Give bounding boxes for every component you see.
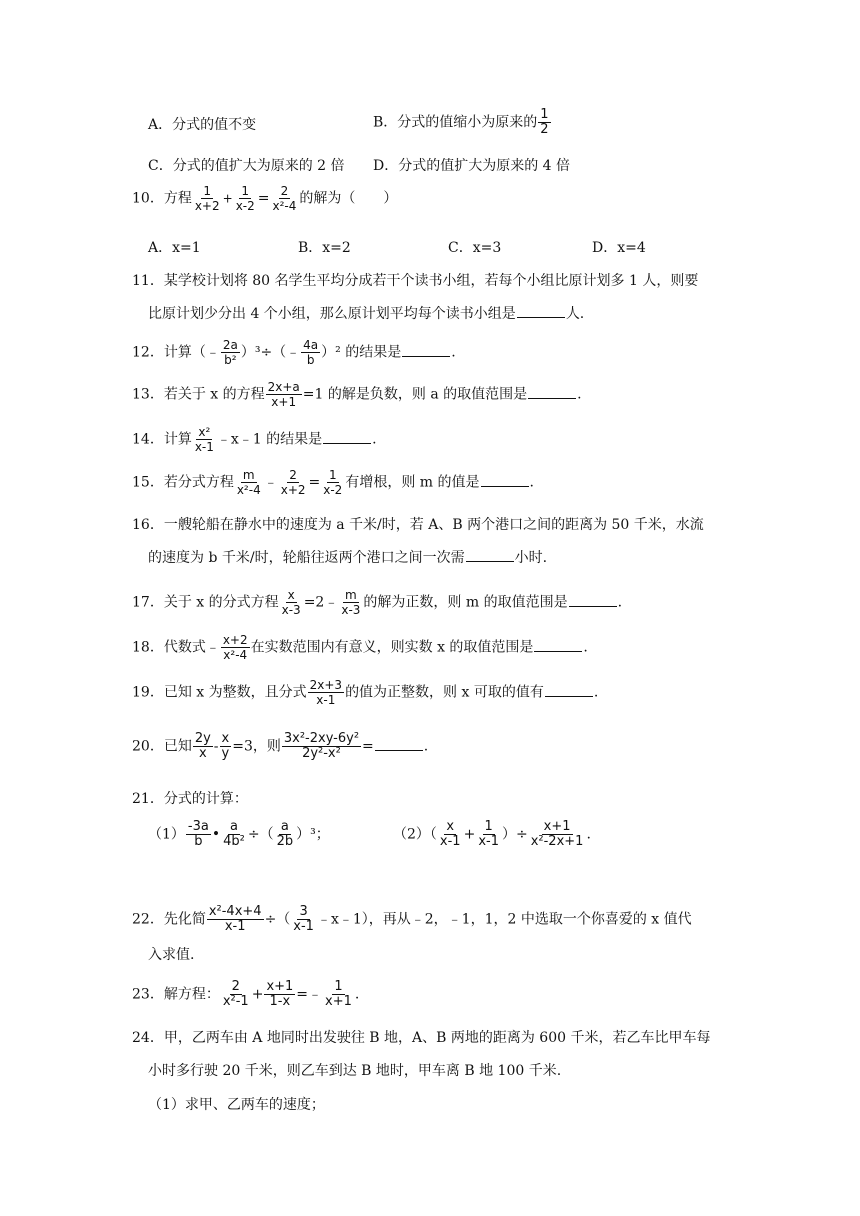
q10-option-c: C．x=3 [448, 240, 502, 256]
question-11-line-2: 比原计划少分出 4 个小组，那么原计划平均每个读书小组是 人. [148, 306, 585, 322]
answer-blank[interactable] [375, 738, 423, 751]
question-13: 13．若关于 x 的方程 $\frac{2x+a}{x+1}$ =1 的解是负数，则 a 的取值范围是 . [132, 380, 582, 409]
q9-option-b: B．分式的值缩小为原来的 $\frac{1}{2}$ [373, 107, 549, 137]
fraction: $\frac{\text{x²-4x+4}}{x-1}$ [208, 904, 262, 934]
answer-blank[interactable] [323, 431, 371, 444]
question-24-part-1: （1）求甲、乙两车的速度； [148, 1097, 325, 1113]
fraction: $\frac{2y}{x}$ [194, 731, 211, 761]
q9-option-a: A．分式的值不变 [148, 117, 257, 133]
fraction: $\frac{a}{\text{4b²}}$ [223, 819, 245, 849]
fraction: $\frac{4a}{b}$ [303, 338, 319, 367]
fraction: $\frac{x+1}{1-x}$ [266, 979, 294, 1009]
question-21-title: 21．分式的计算： [132, 791, 248, 807]
question-22-line-1: 22．先化简 $\frac{\text{x²-4x+4}}{x-1}$ ÷（ $\frac{3}{x-1}$ ﹣x﹣1），再从﹣2，﹣1，1，2 中选取一个你喜爱的 x 值代 [132, 904, 692, 934]
q10-option-b: B．x=2 [298, 240, 351, 256]
fraction: $\frac{m}{\text{x²-4}}$ [236, 468, 261, 497]
fraction: $\frac{a}{2b}$ [276, 819, 294, 849]
answer-blank[interactable] [481, 474, 529, 487]
fraction: $\frac{1}{x-2}$ [235, 184, 255, 213]
question-14: 14．计算 $\frac{\text{x²}}{x-1}$ ﹣x﹣1 的结果是 . [132, 425, 377, 454]
question-12: 12．计算（﹣ $\frac{2a}{\text{b²}}$ ）³÷（﹣ $\frac{4a}{b}$ ）² 的结果是 . [132, 338, 456, 367]
fraction: $\frac{3}{x-1}$ [293, 904, 314, 934]
answer-blank[interactable] [545, 684, 593, 697]
fraction: $\frac{x}{x-1}$ [439, 819, 461, 849]
fraction: $\frac{2a}{\text{b²}}$ [222, 338, 238, 367]
question-24-line-1: 24．甲，乙两车由 A 地同时出发驶往 B 地，A、B 两地的距离为 600 千米，若乙车比甲车每 [132, 1030, 711, 1046]
fraction: $\frac{x+2}{\text{x²-4}}$ [222, 633, 248, 662]
q10-option-d: D．x=4 [592, 240, 646, 256]
answer-blank[interactable] [466, 549, 514, 562]
answer-blank[interactable] [569, 594, 617, 607]
fraction: $\frac{2}{\text{x²-4}}$ [272, 184, 297, 213]
fraction: $\frac{1}{x+2}$ [194, 184, 220, 213]
question-19: 19．已知 x 为整数，且分式 $\frac{2x+3}{x-1}$ 的值为正整数，则 x 可取的值有 . [132, 678, 599, 707]
fraction: $\frac{1}{x-2}$ [323, 468, 343, 497]
question-16-line-1: 16．一艘轮船在静水中的速度为 a 千米/时，若 A、B 两个港口之间的距离为 50 千米，水流 [132, 517, 704, 533]
answer-blank[interactable] [534, 639, 582, 652]
answer-blank[interactable] [517, 305, 565, 318]
fraction: $\frac{m}{x-3}$ [341, 588, 361, 617]
fraction: $\frac{1}{2}$ [540, 107, 549, 137]
question-10: 10．方程 $\frac{1}{x+2}$ + $\frac{1}{x-2}$ = $\frac{2}{\text{x²-4}}$ 的解为（ ） [132, 184, 398, 213]
q9-option-d: D．分式的值扩大为原来的 4 倍 [373, 158, 571, 174]
question-16-line-2: 的速度为 b 千米/时，轮船往返两个港口之间一次需 小时. [148, 550, 548, 566]
answer-blank[interactable] [528, 386, 576, 399]
fraction: $\frac{\text{x²}}{x-1}$ [194, 425, 214, 454]
answer-blank[interactable] [402, 344, 450, 357]
fraction: $\frac{x}{y}$ [221, 731, 230, 761]
question-21-part-1: （1） $\frac{-3a}{b}$ • $\frac{a}{\text{4b²}}$ ÷（ $\frac{a}{2b}$ ）³； [148, 819, 330, 849]
question-23: 23．解方程： $\frac{2}{\text{x²-1}}$ + $\frac{x+1}{1-x}$ =﹣ $\frac{1}{x+1}$ . [132, 979, 360, 1009]
fraction: $\frac{2}{x+2}$ [280, 468, 306, 497]
question-17: 17．关于 x 的分式方程 $\frac{x}{x-3}$ =2﹣ $\frac{m}{x-3}$ 的解为正数，则 m 的取值范围是 . [132, 588, 623, 617]
question-22-line-2: 入求值. [148, 947, 195, 963]
question-11-line-1: 11．某学校计划将 80 名学生平均分成若干个读书小组，若每个小组比原计划多 1 人，则要 [132, 273, 699, 289]
question-20: 20．已知 $\frac{2y}{x}$ - $\frac{x}{y}$ =3，则 $\frac{\text{3x²-2xy-6y²}}{\text{2y²-x²}}$ = . [132, 731, 429, 761]
q10-option-a: A．x=1 [148, 240, 201, 256]
question-18: 18．代数式﹣ $\frac{x+2}{\text{x²-4}}$ 在实数范围内有意义，则实数 x 的取值范围是 . [132, 633, 588, 662]
question-24-line-2: 小时多行驶 20 千米，则乙车到达 B 地时，甲车离 B 地 100 千米. [148, 1063, 562, 1079]
fraction: $\frac{2x+3}{x-1}$ [309, 678, 343, 707]
fraction: $\frac{1}{x-1}$ [478, 819, 499, 849]
fraction: $\frac{2}{\text{x²-1}}$ [222, 979, 249, 1009]
question-21-part-2: （2）（ $\frac{x}{x-1}$ + $\frac{1}{x-1}$ ）÷ $\frac{x+1}{\text{x²-2x+1}}$ . [393, 819, 591, 849]
fraction: $\frac{x}{x-3}$ [281, 588, 301, 617]
q9-option-c: C．分式的值扩大为原来的 2 倍 [148, 158, 345, 174]
fraction: $\frac{x+1}{\text{x²-2x+1}}$ [530, 819, 584, 849]
question-15: 15．若分式方程 $\frac{m}{\text{x²-4}}$ ﹣ $\frac{2}{x+2}$ = $\frac{1}{x-2}$ 有增根，则 m 的值是 . [132, 468, 534, 497]
fraction: $\frac{1}{x+1}$ [325, 979, 352, 1009]
fraction: $\frac{2x+a}{x+1}$ [267, 380, 300, 409]
fraction: $\frac{-3a}{b}$ [187, 819, 209, 849]
fraction: $\frac{\text{3x²-2xy-6y²}}{\text{2y²-x²}}$ [283, 731, 360, 761]
